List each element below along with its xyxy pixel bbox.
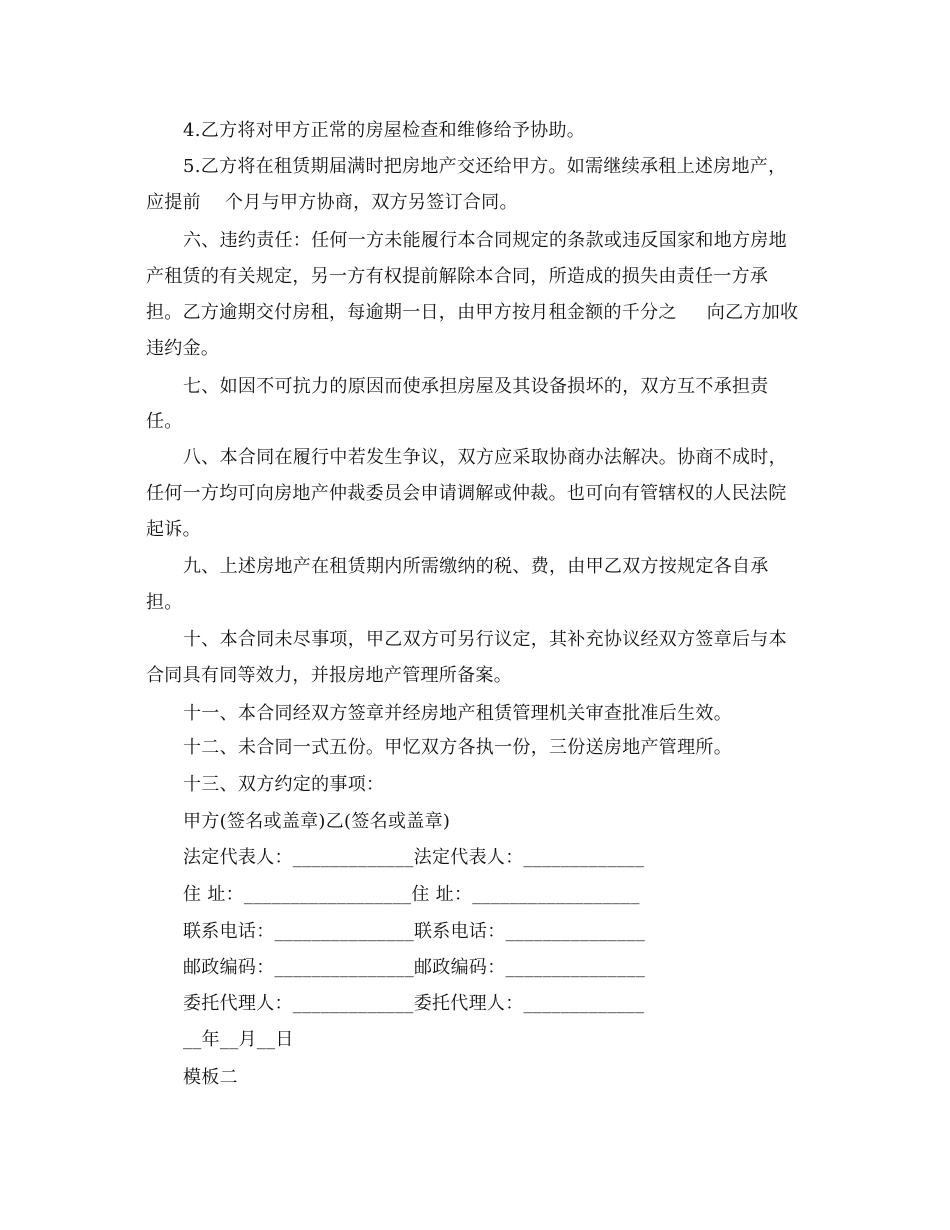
postal-code-line: 邮政编码：_______________邮政编码：_______________: [183, 957, 645, 978]
clause-5: 5.乙方将在租赁期届满时把房地产交还给甲方。如需继续承租上述房地产，: [183, 156, 787, 177]
signature-header: 甲方(签名或盖章)乙(签名或盖章): [183, 811, 451, 832]
legal-representative-line: 法定代表人：_____________法定代表人：_____________: [183, 847, 645, 868]
clause-6: 六、违约责任：任何一方未能履行本合同规定的条款或违反国家和地方房地: [183, 230, 787, 251]
clause-9: 九、上述房地产在租赁期内所需缴纳的税、费，由甲乙双方按规定各自承: [183, 556, 769, 577]
address-line: 住 址：__________________住 址：__________________: [183, 884, 640, 905]
clause-13: 十三、双方约定的事项：: [183, 774, 385, 795]
clause-9-cont: 担。: [146, 592, 183, 613]
clause-12: 十二、未合同一式五份。甲忆双方各执一份，三份送房地产管理所。: [183, 737, 732, 758]
template-two-heading: 模板二: [183, 1067, 238, 1088]
clause-7-cont: 任。: [146, 411, 183, 432]
clause-6-cont-2: 担。乙方逾期交付房租，每逾期一日，由甲方按月租金额的千分之 向乙方加收: [146, 302, 799, 323]
clause-8-cont-1: 任何一方均可向房地产仲裁委员会申请调解或仲裁。也可向有管辖权的人民法院: [146, 483, 787, 504]
date-line: __年__月__日: [183, 1029, 294, 1050]
clause-5-cont: 应提前 个月与甲方协商，双方另签订合同。: [146, 192, 518, 213]
clause-10-cont: 合同具有同等效力，并报房地产管理所备案。: [146, 665, 512, 686]
clause-4: 4.乙方将对甲方正常的房屋检查和维修给予协助。: [183, 120, 586, 141]
clause-8-cont-2: 起诉。: [146, 519, 201, 540]
agent-line: 委托代理人：_____________委托代理人：_____________: [183, 993, 645, 1014]
clause-10: 十、本合同未尽事项，甲乙双方可另行议定，其补充协议经双方签章后与本: [183, 629, 787, 650]
phone-line: 联系电话：_______________联系电话：_______________: [183, 921, 645, 942]
clause-7: 七、如因不可抗力的原因而使承担房屋及其设备损坏的，双方互不承担责: [183, 376, 769, 397]
clause-8: 八、本合同在履行中若发生争议，双方应采取协商办法解决。协商不成时，: [183, 447, 787, 468]
clause-6-cont-3: 违约金。: [146, 338, 220, 359]
clause-6-cont-1: 产租赁的有关规定，另一方有权提前解除本合同，所造成的损失由责任一方承: [146, 266, 769, 287]
clause-11: 十一、本合同经双方签章并经房地产租赁管理机关审查批准后生效。: [183, 703, 732, 724]
